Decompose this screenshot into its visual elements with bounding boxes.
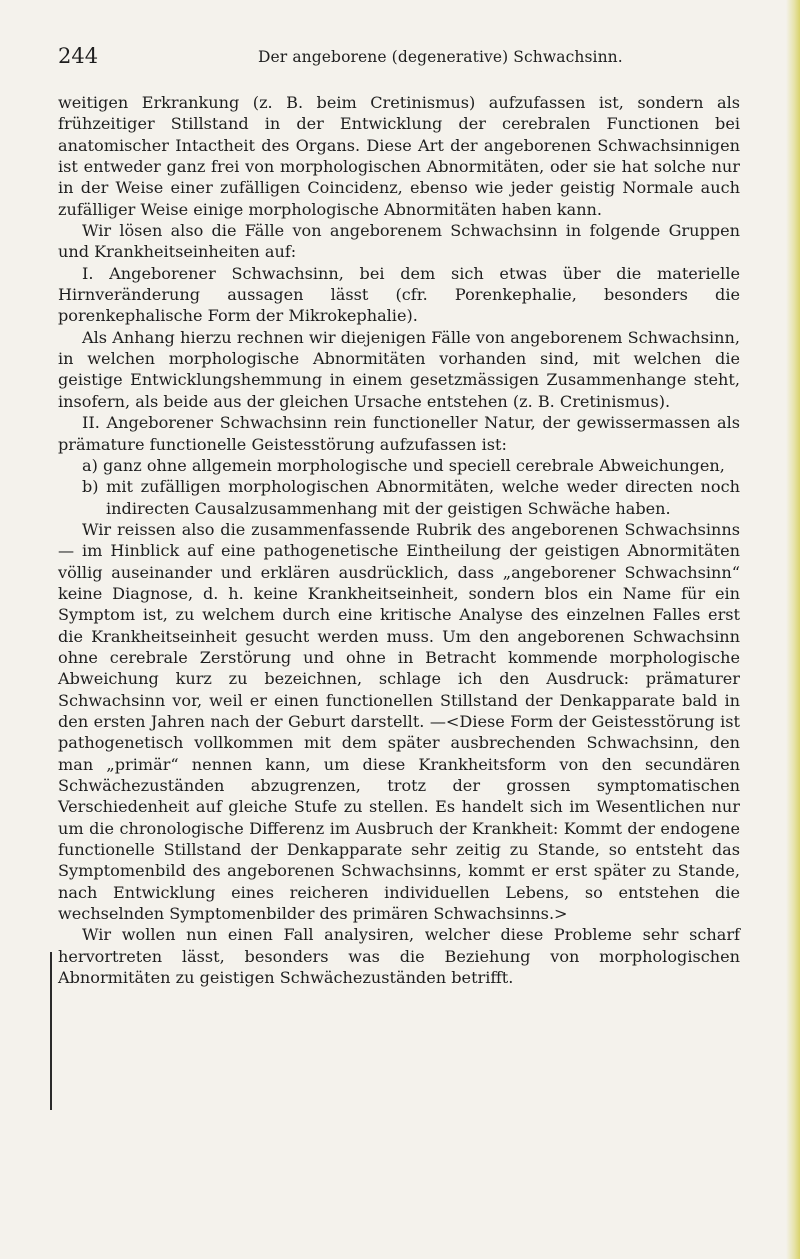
list-item-a: a) ganz ohne allgemein morphologische und speciell cerebrale Abweichungen, <box>82 455 725 475</box>
group-i-paragraph: I. Angeborener Schwachsinn, bei dem sich etwas über die materielle Hirnveränderung aussagen lässt (cfr. Porenkephalie, besonders die porenkephalische Form der Mikrokephalie). <box>58 263 740 326</box>
body-text <box>58 92 740 988</box>
group-ii-paragraph: II. Angeborener Schwachsinn rein functioneller Natur, der gewissermassen als prämature functionelle Geistesstörung aufzufassen ist: <box>58 413 740 454</box>
paragraph: Wir wollen nun einen Fall analysiren, welcher diese Probleme sehr scharf hervortreten lässt, besonders was die Beziehung von morphologischen Abnormitäten zu geistigen Schwächezuständen betrifft. <box>58 925 740 988</box>
paragraph: Wir lösen also die Fälle von angeborenem Schwachsinn in folgende Gruppen und Krankheitseinheiten auf: <box>58 221 740 262</box>
list-item-b: b) mit zufälligen morphologischen Abnormitäten, welche weder directen noch indirecten Causalzusammenhang mit der geistigen Schwäche haben. <box>82 477 740 518</box>
paragraph: Wir reissen also die zusammenfassende Rubrik des angeborenen Schwachsinns — im Hinblick auf eine pathogenetische Eintheilung der geistigen Abnormitäten völlig auseinander und erklären ausdrücklich, dass „angeborener Schwachsinn“ keine Diagnose, d. h. keine Krankheitseinheit, sondern blos ein Name für ein Symptom ist, zu welchem durch eine kritische Analyse des einzelnen Falles erst die Krankheitseinheit gesucht werden muss. Um den angeborenen Schwachsinn ohne cerebrale Zerstörung und ohne in Betracht kommende morphologische Abweichung kurz zu bezeichnen, schlage ich den Ausdruck: prämaturer Schwachsinn vor, weil er einen functionellen Stillstand der Denkapparate bald in den ersten Jahren nach der Geburt darstellt. —<Diese Form der Geistesstörung ist pathogenetisch vollkommen mit dem später ausbrechenden Schwachsinn, den man „primär“ nennen kann, um diese Krankheitsform von den secundären Schwächezuständen abzugrenzen, trotz der grossen symptomatischen Verschiedenheit auf gleiche Stufe zu stellen. Es handelt sich im Wesentlichen nur um die chronologische Differenz im Ausbruch der Krankheit: Kommt der endogene functionelle Stillstand der Denkapparate sehr zeitig zu Stande, so entsteht das Symptomenbild des angeborenen Schwachsinns, kommt er erst später zu Stande, nach Entwicklung eines reicheren individuellen Lebens, so entstehen die wechselnden Symptomenbilder des primären Schwachsinns.> <box>58 519 740 924</box>
paragraph: weitigen Erkrankung (z. B. beim Cretinismus) aufzufassen ist, sondern als frühzeitiger Stillstand in der Entwicklung der cerebralen Functionen bei anatomischer Intactheit des Organs. Diese Art der angeborenen Schwachsinnigen ist entweder ganz frei von morphologischen Abnormitäten, oder sie hat solche nur in der Weise einer zufälligen Coincidenz, ebenso wie jeder geistig Normale auch zufälliger Weise einige morphologische Abnormitäten haben kann. <box>58 93 740 219</box>
page-header <box>58 44 738 74</box>
page-number: 244 <box>58 44 99 68</box>
paragraph: Als Anhang hierzu rechnen wir diejenigen Fälle von angeborenem Schwachsinn, in welchen morphologische Abnormitäten vorhanden sind, mit welchen die geistige Entwicklungshemmung in einem gesetzmässigen Zusammenhange steht, insofern, als beide aus der gleichen Ursache entstehen (z. B. Cretinismus). <box>58 327 740 411</box>
running-head: Der angeborene (degenerative) Schwachsinn. <box>258 48 623 66</box>
margin-mark <box>50 952 52 1110</box>
page-edge <box>786 0 800 1259</box>
